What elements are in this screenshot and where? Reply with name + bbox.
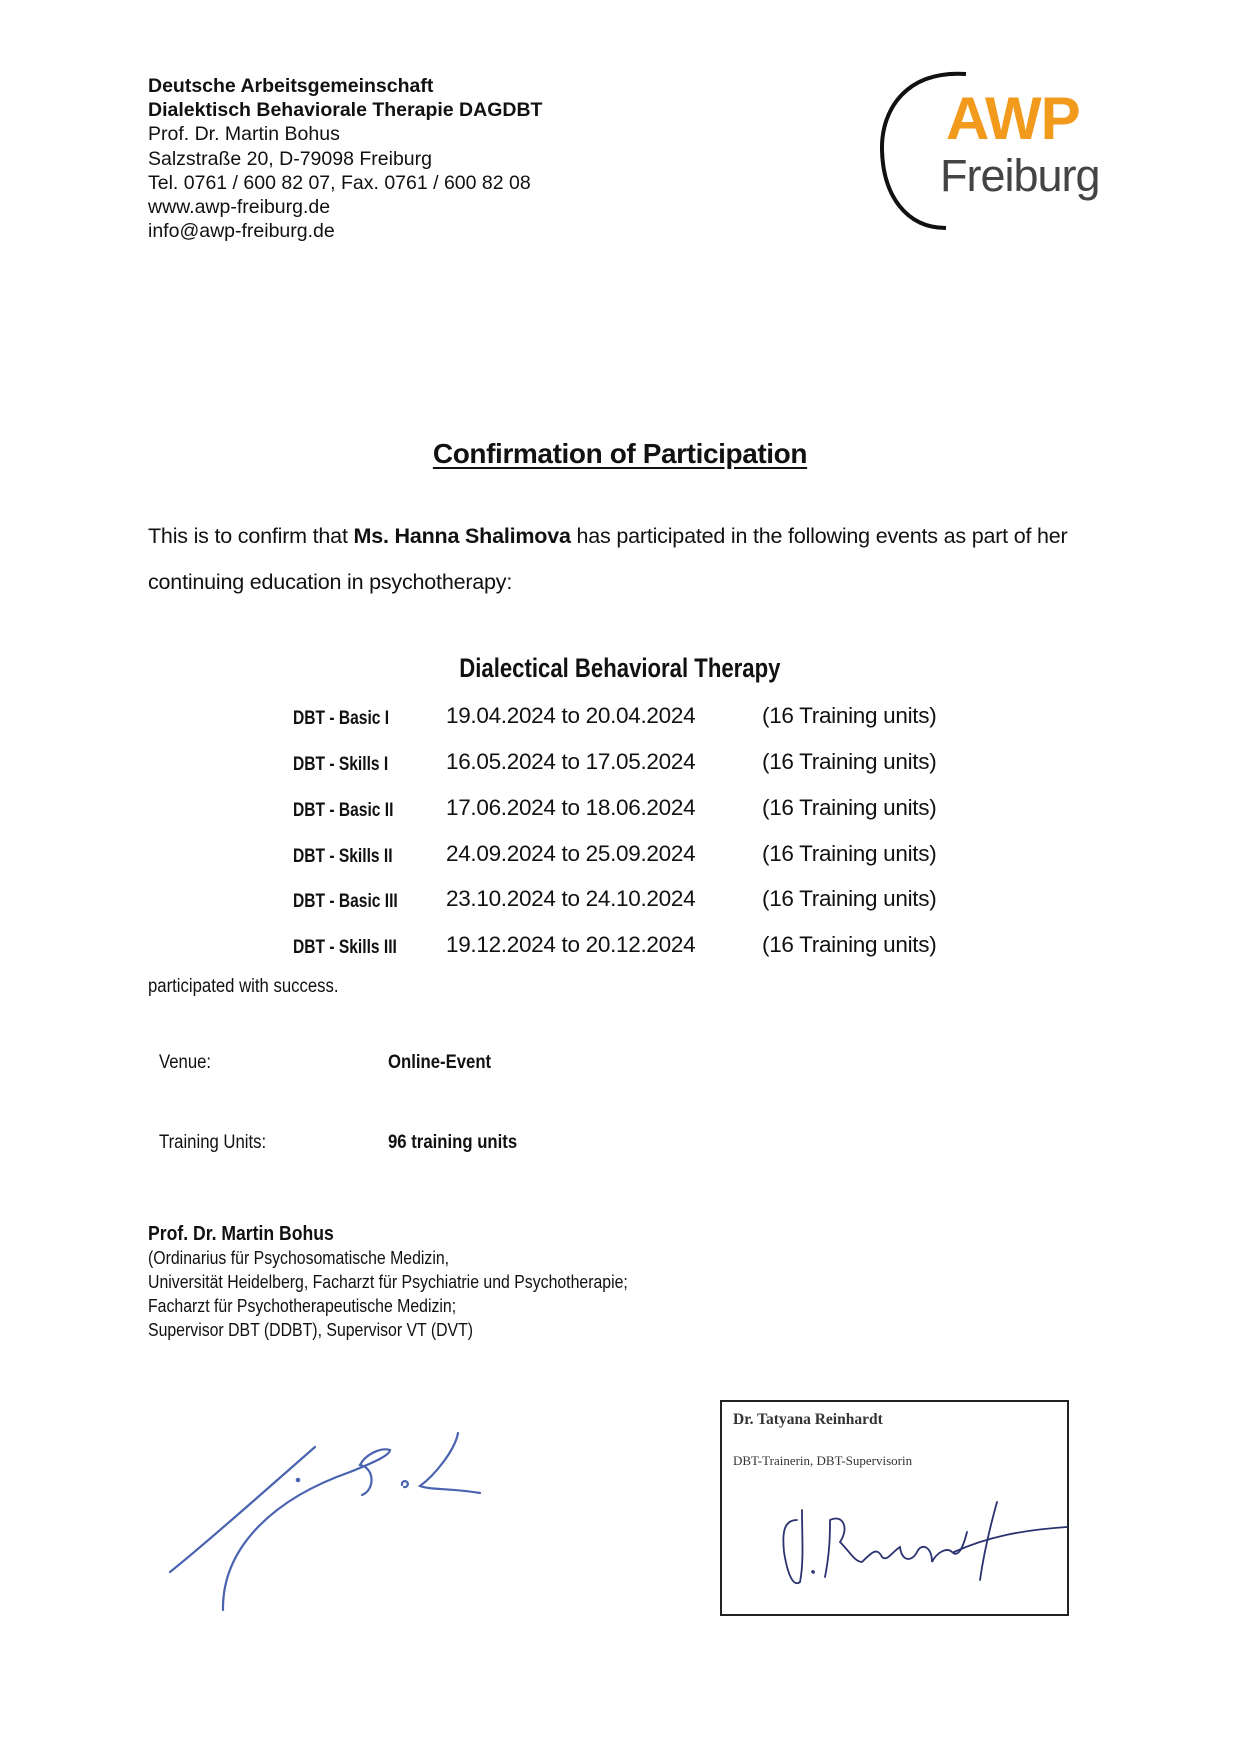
event-row [0, 838, 1240, 878]
event-name: DBT - Basic II [293, 800, 394, 821]
letterhead [148, 74, 542, 243]
letterhead-email[interactable]: info@awp-freiburg.de [148, 220, 335, 243]
event-row [0, 700, 1240, 740]
stamp-name: Dr. Tatyana Reinhardt [733, 1411, 883, 1428]
event-units: (16 Training units) [762, 886, 937, 911]
event-name: DBT - Basic I [293, 708, 390, 729]
event-units: (16 Training units) [762, 749, 937, 774]
event-row [0, 746, 1240, 786]
event-row [0, 929, 1240, 969]
event-units: (16 Training units) [762, 703, 937, 728]
venue-label: Venue: [159, 1052, 212, 1073]
success-note: participated with success. [148, 976, 339, 997]
intro-suffix: has participated in the following events as part of her continuing education in psychotherapy: [148, 524, 1068, 594]
venue-value: Online-Event [388, 1052, 492, 1073]
intro-prefix: This is to confirm that [148, 524, 354, 548]
stamp-role: DBT-Trainerin, DBT-Supervisorin [733, 1453, 913, 1468]
letterhead-phone-fax: Tel. 0761 / 600 82 07, Fax. 0761 / 600 82 08 [148, 171, 531, 194]
training-units-label: Training Units: [159, 1132, 267, 1153]
signatory-line: Facharzt für Psychotherapeutische Medizin; [148, 1296, 457, 1316]
event-name: DBT - Skills III [293, 937, 397, 958]
event-name: DBT - Skills I [293, 754, 389, 775]
signatory-name: Prof. Dr. Martin Bohus [148, 1223, 334, 1245]
signatory-block [148, 1222, 628, 1342]
event-row [0, 792, 1240, 832]
reinhardt-stamp [720, 1400, 1069, 1616]
intro-paragraph [148, 513, 1098, 605]
signatory-line: (Ordinarius für Psychosomatische Medizin, [148, 1248, 450, 1268]
event-dates: 23.10.2024 to 24.10.2024 [446, 886, 696, 911]
course-title [0, 653, 1240, 684]
event-dates: 19.04.2024 to 20.04.2024 [446, 703, 696, 728]
org-name-line1: Deutsche Arbeitsgemeinschaft [148, 75, 434, 97]
signatory-line: Supervisor DBT (DDBT), Supervisor VT (DVT) [148, 1320, 474, 1340]
document-title: Confirmation of Participation [432, 438, 808, 469]
course-title-text: Dialectical Behavioral Therapy [459, 653, 781, 683]
reinhardt-signature [722, 1402, 1071, 1618]
event-dates: 16.05.2024 to 17.05.2024 [446, 749, 696, 774]
letterhead-address: Salzstraße 20, D-79098 Freiburg [148, 147, 432, 170]
letterhead-website[interactable]: www.awp-freiburg.de [148, 196, 331, 219]
letterhead-person: Prof. Dr. Martin Bohus [148, 123, 340, 146]
event-dates: 17.06.2024 to 18.06.2024 [446, 795, 696, 820]
logo-text-awp: AWP [946, 85, 1080, 152]
event-dates: 19.12.2024 to 20.12.2024 [446, 932, 696, 957]
event-units: (16 Training units) [762, 932, 937, 957]
signatory-line: Universität Heidelberg, Facharzt für Psychiatrie und Psychotherapie; [148, 1272, 628, 1292]
event-name: DBT - Skills II [293, 846, 393, 867]
logo-text-freiburg: Freiburg [940, 150, 1100, 201]
training-units-value: 96 training units [388, 1132, 518, 1153]
bohus-signature [150, 1400, 510, 1620]
event-dates: 24.09.2024 to 25.09.2024 [446, 841, 696, 866]
event-row [0, 883, 1240, 923]
org-name-line2: Dialektisch Behaviorale Therapie DAGDBT [148, 99, 543, 122]
awp-freiburg-logo [876, 70, 1106, 230]
event-units: (16 Training units) [762, 841, 937, 866]
event-units: (16 Training units) [762, 795, 937, 820]
participant-name: Ms. Hanna Shalimova [353, 524, 571, 548]
event-name: DBT - Basic III [293, 891, 398, 912]
